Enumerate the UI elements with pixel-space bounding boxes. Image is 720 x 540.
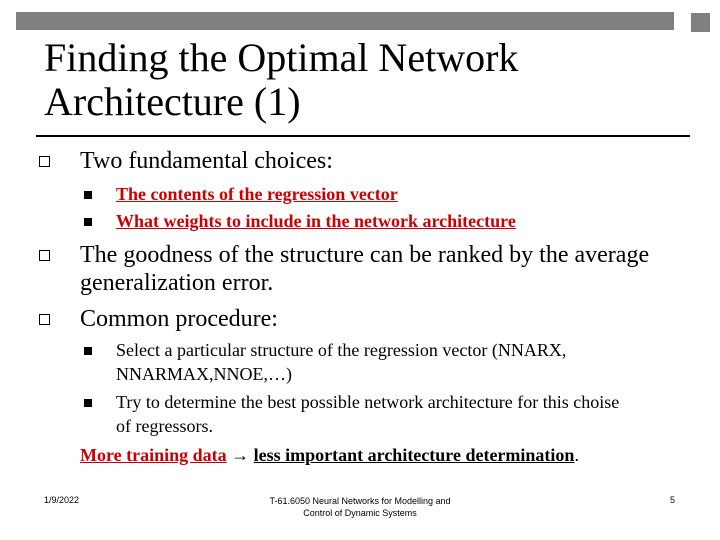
sub-bullet-select-line-1: Select a particular structure of the regression vector (NNARX, bbox=[116, 340, 567, 360]
corner-square bbox=[688, 10, 710, 32]
bullet-3-text: Common procedure: bbox=[80, 306, 278, 332]
sub-bullet-determine-architecture bbox=[116, 390, 619, 438]
sub-bullet-icon bbox=[84, 347, 92, 355]
bullet-square-icon bbox=[39, 250, 50, 261]
sub-bullet-icon bbox=[84, 399, 92, 407]
bullet-square-icon bbox=[39, 156, 50, 167]
header-bar bbox=[8, 10, 674, 32]
bullet-2-text bbox=[80, 241, 649, 297]
sub-bullet-select-line-2: NNARMAX,NNOE,…) bbox=[116, 364, 292, 384]
conclusion-period: . bbox=[574, 445, 579, 465]
sub-bullet-determine-line-1: Try to determine the best possible network architecture for this choise bbox=[116, 392, 620, 412]
sub-bullet-regression-vector: The contents of the regression vector bbox=[116, 184, 398, 204]
slide-title bbox=[44, 36, 684, 124]
bullet-1-text: Two fundamental choices: bbox=[80, 148, 333, 174]
less-important-architecture: less important architecture determination bbox=[253, 445, 575, 465]
sub-bullet-weights: What weights to include in the network architecture bbox=[116, 211, 516, 231]
footer-date: 1/9/2022 bbox=[44, 495, 80, 505]
bullet-2-line-2: generalization error. bbox=[80, 270, 274, 296]
conclusion-line bbox=[80, 443, 579, 467]
footer-course bbox=[240, 495, 480, 519]
bullet-2-line-1: The goodness of the structure can be ranked by the average bbox=[80, 242, 650, 268]
sub-bullet-select-structure bbox=[116, 338, 566, 386]
right-arrow-icon: → bbox=[231, 445, 250, 465]
title-line-2: Architecture (1) bbox=[44, 79, 301, 124]
sub-bullet-icon bbox=[84, 191, 92, 199]
sub-bullet-icon bbox=[84, 218, 92, 226]
title-line-1: Finding the Optimal Network bbox=[44, 35, 519, 80]
more-training-data: More training data bbox=[80, 445, 227, 465]
sub-bullet-determine-line-2: of regressors. bbox=[116, 416, 213, 436]
footer-course-line-2: Control of Dynamic Systems bbox=[303, 508, 417, 518]
title-underline bbox=[36, 135, 690, 137]
bullet-square-icon bbox=[39, 314, 50, 325]
footer-course-line-1: T-61.6050 Neural Networks for Modelling and bbox=[269, 496, 451, 506]
footer-page-number: 5 bbox=[670, 495, 676, 505]
